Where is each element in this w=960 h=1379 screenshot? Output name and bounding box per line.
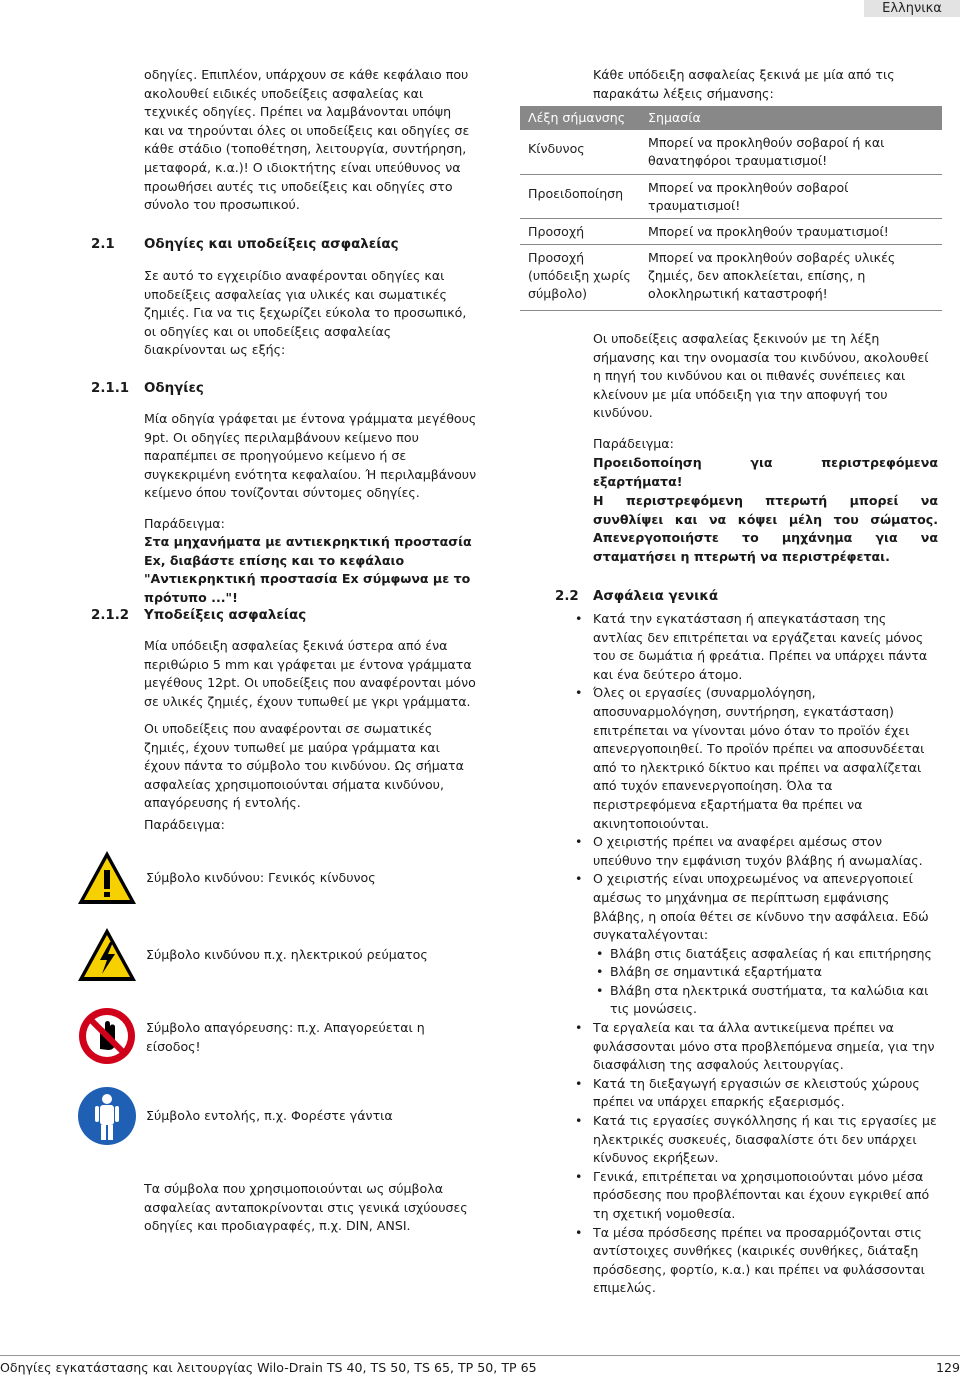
section-2-1-1-heading bbox=[91, 380, 204, 399]
list-item: • Κατά την εγκατάσταση ή απεγκατάσταση της αντλίας δεν επιτρέπεται να εργάζεται κανείς μόνος του σε δωμάτια ή φρεάτια. Πρέπει να υπάρχει πάντα και ένα δεύτερο άτομο. bbox=[593, 610, 938, 684]
sub-list-item: • Βλάβη σε σημαντικά εξαρτήματα bbox=[610, 963, 938, 982]
symbol-caption: Σύμβολο εντολής, π.χ. Φορέστε γάντια bbox=[146, 1108, 393, 1123]
safety-note-description: Οι υποδείξεις ασφαλείας ξεκινούν με τη λέξη σήμανσης και την ονομασία του κινδύνου, ακολουθεί η πηγή του κινδύνου και οι πιθανές συνέπειες και κλείνουν με μία υπόδειξη για την αποφυγή του κινδύνου. bbox=[593, 331, 929, 421]
page-footer bbox=[0, 1360, 960, 1376]
list-item: • Ο χειριστής πρέπει να αναφέρει αμέσως στον υπεύθυνο την εμφάνιση τυχόν βλάβης ή ανωμαλίας. bbox=[593, 833, 938, 870]
symbol-caption: Σύμβολο απαγόρευσης: π.χ. Απαγορεύεται η είσοδος! bbox=[146, 1020, 425, 1054]
signal-meaning: Μπορεί να προκληθούν σοβαρές υλικές ζημιές, δεν αποκλείεται, επίσης, η ολοκληρωτική καταστροφή! bbox=[640, 244, 942, 310]
section-2-1-heading bbox=[91, 236, 399, 255]
signal-word: Προσοχή (υπόδειξη χωρίς σύμβολο) bbox=[520, 244, 640, 310]
general-danger-icon bbox=[76, 847, 138, 909]
table-row bbox=[520, 244, 942, 310]
intro-paragraph: οδηγίες. Επιπλέον, υπάρχουν σε κάθε κεφάλαιο που ακολουθεί ειδικές υποδείξεις ασφαλείας και τεχνικές οδηγίες. Πρέπει να λαμβάνονται υπόψη και να τηρούνται όλες οι υποδείξεις και οδηγίες σε κάθε στάδιο (τοποθέτηση, λειτουργία, συντήρηση, μεταφορά, κ.α.)! Ο ιδιοκτήτης είναι υπεύθυνος να προωθήσει αυτές τις υποδείξεις και οδηγίες στο σύνολο του προσωπικού. bbox=[144, 67, 470, 213]
signal-word: Κίνδυνος bbox=[520, 130, 640, 174]
prohibition-icon bbox=[76, 1005, 138, 1067]
table-header-row bbox=[520, 106, 942, 130]
electric-danger-icon bbox=[76, 924, 138, 986]
example-label: Παράδειγμα: bbox=[144, 516, 225, 531]
signal-meaning: Μπορεί να προκληθούν σοβαροί τραυματισμοί! bbox=[640, 174, 942, 218]
section-2-1-2-heading bbox=[91, 607, 306, 626]
section-title: Οδηγίες bbox=[144, 381, 204, 396]
section-number: 2.1.2 bbox=[91, 608, 130, 623]
closing-paragraph: Τα σύμβολα που χρησιμοποιούνται ως σύμβολα ασφαλείας ανταποκρίνονται στις γενικά ισχύουσες οδηγίες και προδιαγραφές, π.χ. DIN, ANSI. bbox=[144, 1181, 468, 1234]
signal-words-table bbox=[520, 106, 942, 311]
signal-meaning: Μπορεί να προκληθούν τραυματισμοί! bbox=[640, 218, 942, 244]
section-number: 2.2 bbox=[555, 589, 579, 604]
section-title: Ασφάλεια γενικά bbox=[593, 589, 719, 604]
symbol-row-electric-danger bbox=[76, 924, 476, 986]
section-2-1-text: Σε αυτό το εγχειρίδιο αναφέρονται οδηγίες και υποδείξεις ασφαλείας για υλικές και σωματικές ζημιές. Για να τις ξεχωρίζει εύκολα το προσωπικό, οι οδηγίες και οι υποδείξεις ασφαλείας διακρίνονται ως εξής: bbox=[144, 268, 467, 358]
instruction-example: Στα μηχανήματα με αντιεκρηκτική προστασία Ex, διαβάστε επίσης και το κεφάλαιο "Αντιεκρηκτική προστασία Ex σύμφωνα με το πρότυπο ..."! bbox=[144, 534, 472, 605]
symbol-row-mandatory bbox=[76, 1085, 476, 1147]
sub-list bbox=[610, 945, 938, 1019]
example-label: Παράδειγμα: bbox=[144, 817, 225, 832]
warning-body-example: Η περιστρεφόμενη πτερωτή μπορεί να συνθλίψει και να κόψει μέλη του σώματος. Απενεργοποιήστε το μηχάνημα για να σταματήσει η πτερωτή να περιστρέφεται. bbox=[593, 493, 938, 564]
list-item: • Κατά τις εργασίες συγκόλλησης ή και τις εργασίες με ηλεκτρικές συσκευές, διασφαλίστε ότι δεν υπάρχει κίνδυνος εκρήξεων. bbox=[593, 1112, 938, 1168]
section-2-1-1-text: Μία οδηγία γράφεται με έντονα γράμματα μεγέθους 9pt. Οι οδηγίες περιλαμβάνουν κείμενο που παραπέμπει σε προηγούμενο κείμενο ή σε συγκεκριμένη ενότητα κεφαλαίου. Ή περιλαμβάνουν κείμενο όπου τονίζονται σύντομες οδηγίες. bbox=[144, 411, 477, 501]
footer-title: Οδηγίες εγκατάστασης και λειτουργίας Wilo-Drain TS 40, TS 50, TS 65, TP 50, TP 65 bbox=[0, 1360, 537, 1375]
list-item bbox=[593, 870, 938, 1019]
column-header: Σημασία bbox=[640, 106, 942, 130]
section-title: Υποδείξεις ασφαλείας bbox=[144, 608, 307, 623]
list-item-text: Ο χειριστής είναι υποχρεωμένος να απενεργοποιεί αμέσως το μηχάνημα σε περίπτωση εμφάνισης βλάβης, η οποία θέτει σε κίνδυνο την ασφάλεια. Εδώ συγκαταλέγονται: bbox=[593, 871, 929, 943]
page-number: 129 bbox=[935, 1360, 960, 1375]
symbol-caption: Σύμβολο κινδύνου π.χ. ηλεκτρικού ρεύματος bbox=[146, 947, 428, 962]
sub-list-item: • Βλάβη στα ηλεκτρικά συστήματα, τα καλώδια και τις μονώσεις. bbox=[610, 982, 938, 1019]
symbol-row-general-danger bbox=[76, 847, 476, 909]
section-2-2-heading bbox=[555, 588, 718, 607]
table-row bbox=[520, 174, 942, 218]
section-number: 2.1 bbox=[91, 237, 115, 252]
language-tab: Ελληνικα bbox=[864, 0, 960, 17]
general-safety-list bbox=[593, 610, 938, 1298]
signal-word: Προειδοποίηση bbox=[520, 174, 640, 218]
signal-words-intro: Κάθε υπόδειξη ασφαλείας ξεκινά με μία από τις παρακάτω λέξεις σήμανσης: bbox=[593, 67, 895, 101]
table-row bbox=[520, 218, 942, 244]
section-number: 2.1.1 bbox=[91, 381, 130, 396]
list-item: • Τα εργαλεία και τα άλλα αντικείμενα πρέπει να φυλάσσονται μόνο στα προβλεπόμενα σημεία, για την διασφάλιση της ασφαλούς λειτουργίας. bbox=[593, 1019, 938, 1075]
symbol-row-prohibition bbox=[76, 1005, 476, 1067]
mandatory-gloves-icon bbox=[76, 1085, 138, 1147]
list-item: • Γενικά, επιτρέπεται να χρησιμοποιούνται μόνο μέσα πρόσδεσης που προβλέπονται και έχουν εγκριθεί από τη σχετική νομοθεσία. bbox=[593, 1168, 938, 1224]
list-item: • Τα μέσα πρόσδεσης πρέπει να προσαρμόζονται στις αντίστοιχες συνθήκες (καιρικές συνθήκες, διάταξη πρόσδεσης, φορτίο, κ.α.) και πρέπει να φυλάσσονται επιμελώς. bbox=[593, 1224, 938, 1298]
warning-title-example: Προειδοποίηση για περιστρεφόμενα εξαρτήματα! bbox=[593, 455, 938, 489]
list-item: • Όλες οι εργασίες (συναρμολόγηση, αποσυναρμολόγηση, συντήρηση, εγκατάσταση) επιτρέπεται να γίνονται μόνο όταν το προϊόν έχει απενεργοποιηθεί. Το προϊόν πρέπει να αποσυνδέεται από το ηλεκτρικό δίκτυο και πρέπει να ασφαλίζεται από τυχόν επανενεργοποίηση. Όλα τα περιστρεφόμενα εξαρτήματα θα πρέπει να ακινητοποιούνται. bbox=[593, 684, 938, 833]
section-title: Οδηγίες και υποδείξεις ασφαλείας bbox=[144, 237, 399, 252]
sub-list-item: • Βλάβη στις διατάξεις ασφαλείας ή και επιτήρησης bbox=[610, 945, 938, 964]
section-2-1-2-text-1: Μία υπόδειξη ασφαλείας ξεκινά ύστερα από ένα περιθώριο 5 mm και γράφεται με έντονα γράμματα μεγέθους 12pt. Οι υποδείξεις που αναφέρονται μόνο σε υλικές ζημιές, έχουν τυπωθεί με γκρι γράμματα. bbox=[144, 638, 476, 709]
signal-meaning: Μπορεί να προκληθούν σοβαροί ή και θανατηφόροι τραυματισμοί! bbox=[640, 130, 942, 174]
signal-word: Προσοχή bbox=[520, 218, 640, 244]
symbol-caption: Σύμβολο κινδύνου: Γενικός κίνδυνος bbox=[146, 870, 376, 885]
section-2-1-2-text-2: Οι υποδείξεις που αναφέρονται σε σωματικές ζημιές, έχουν τυπωθεί με μαύρα γράμματα και έχουν πάντα το σύμβολο του κινδύνου. Ως σήματα ασφαλείας χρησιμοποιούνται σήματα κινδύνου, απαγόρευσης ή εντολής. bbox=[144, 721, 464, 811]
footer-divider bbox=[0, 1355, 960, 1356]
list-item: • Κατά τη διεξαγωγή εργασιών σε κλειστούς χώρους πρέπει να υπάρχει επαρκής εξαερισμός. bbox=[593, 1075, 938, 1112]
table-row bbox=[520, 130, 942, 174]
column-header: Λέξη σήμανσης bbox=[520, 106, 640, 130]
example-label: Παράδειγμα: bbox=[593, 436, 674, 451]
